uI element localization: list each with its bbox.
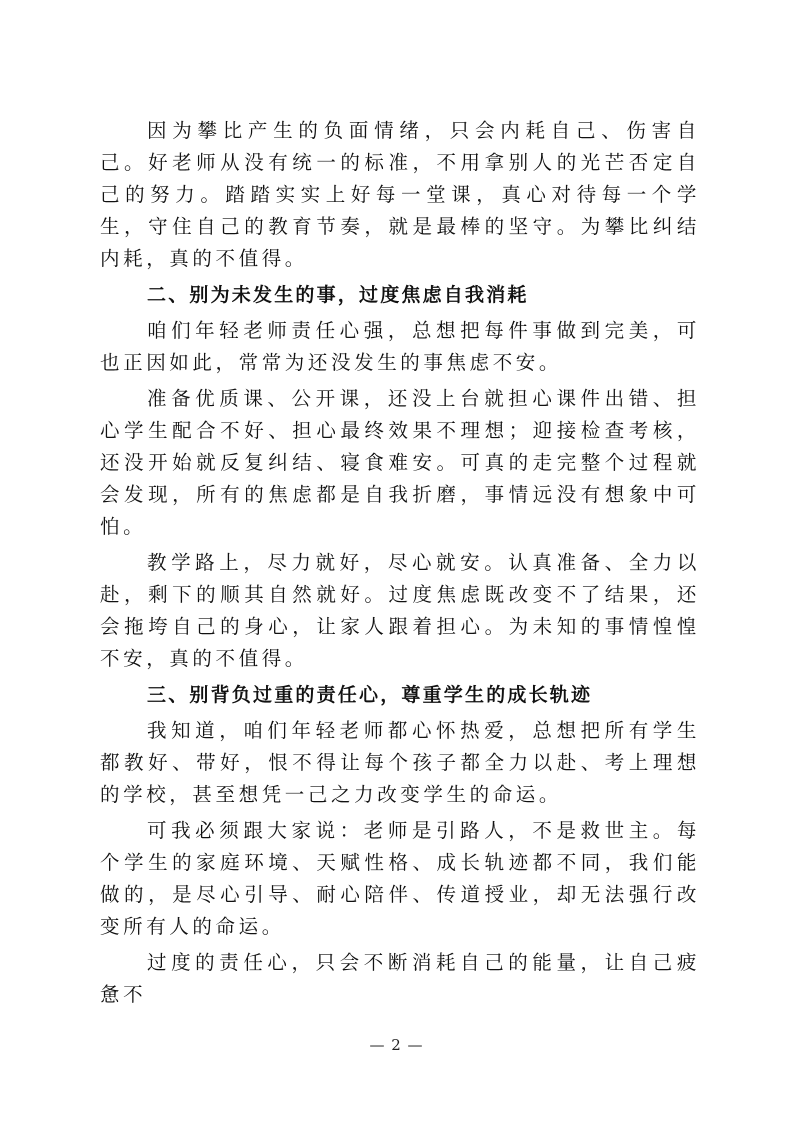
paragraph-responsibility-guide: 可我必须跟大家说：老师是引路人，不是救世主。每个学生的家庭环境、天赋性格、成长轨迹都不同，我们能做的，是尽心引导、耐心陪伴、传道授业，却无法强行改变所有人的命运。 — [100, 819, 700, 938]
paragraph-responsibility-excess: 过度的责任心，只会不断消耗自己的能量，让自己疲惫不 — [100, 951, 700, 1006]
section-heading-anxiety: 二、别为未发生的事，过度焦虑自我消耗 — [147, 284, 529, 306]
section-heading-responsibility: 三、别背负过重的责任心，尊重学生的成长轨迹 — [147, 684, 593, 706]
paragraph-comparison-conclusion: 因为攀比产生的负面情绪，只会内耗自己、伤害自己。好老师从没有统一的标准，不用拿别人的光芒否定自己的努力。踏踏实实上好每一堂课，真心对待每一个学生，守住自己的教育节奏，就是最棒的坚守。为攀比纠结内耗，真的不值得。 — [100, 119, 700, 270]
paragraph-anxiety-advice: 教学路上，尽力就好，尽心就安。认真准备、全力以赴，剩下的顺其自然就好。过度焦虑既改变不了结果，还会拖垮自己的身心，让家人跟着担心。为未知的事情惶惶不安，真的不值得。 — [100, 551, 700, 670]
paragraph-responsibility-intro: 我知道，咱们年轻老师都心怀热爱，总想把所有学生都教好、带好，恨不得让每个孩子都全力以赴、考上理想的学校，甚至想凭一己之力改变学生的命运。 — [100, 719, 700, 806]
paragraph-anxiety-examples: 准备优质课、公开课，还没上台就担心课件出错、担心学生配合不好、担心最终效果不理想；迎接检查考核，还没开始就反复纠结、寝食难安。可真的走完整个过程就会发现，所有的焦虑都是自我折磨，事情远没有想象中可怕。 — [100, 387, 700, 538]
document-body — [100, 115, 700, 1015]
page-number: — 2 — — [369, 1036, 424, 1054]
paragraph-anxiety-intro: 咱们年轻老师责任心强，总想把每件事做到完美，可也正因如此，常常为还没发生的事焦虑不安。 — [100, 319, 700, 374]
